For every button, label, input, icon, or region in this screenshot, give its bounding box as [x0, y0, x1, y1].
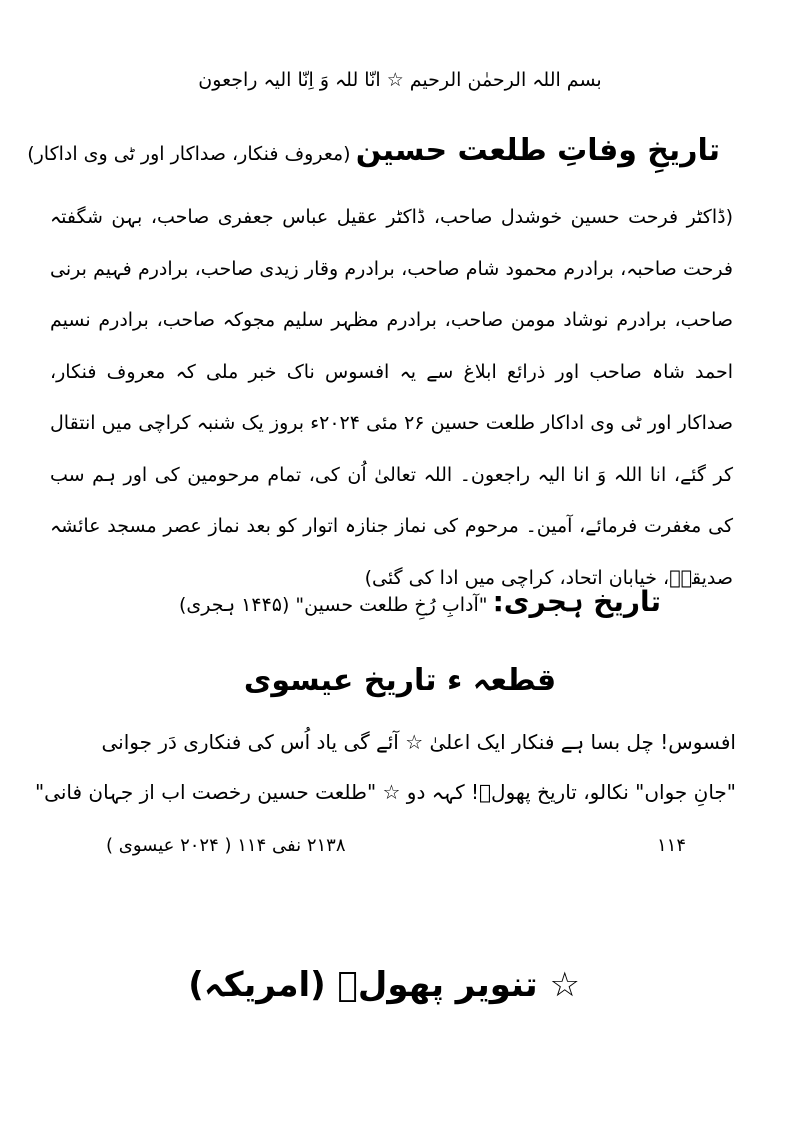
document-title	[27, 126, 720, 176]
verse-calc-right: ۱۱۴	[656, 835, 686, 856]
body-paragraph: (ڈاکٹر فرحت حسین خوشدل صاحب، ڈاکٹر عقیل عباس جعفری صاحب، بہن شگفتہ فرحت صاحبہ، برادرم محمود شام صاحب، برادرم وقار زیدی صاحب، برادرم فہیم برنی صاحب، برادرم نوشاد مومن صاحب، برادرم مظہر سلیم مجوکہ صاحب، برادرم نسیم احمد شاہ صاحب اور ذرائع ابلاغ سے یہ افسوس ناک خبر ملی کہ معروف فنکار، صداکار اور ٹی وی اداکار طلعت حسین ۲۶ مئی ۲۰۲۴ء بروز یک شنبہ کراچی میں انتقال کر گئے، انا اللہ وَ انا الیہ راجعون۔ اللہ تعالیٰ اُن کی، تمام مرحومین کی اور ہم سب کی مغفرت فرمائے، آمین۔ مرحوم کی نماز جنازہ اتوار کو بعد نماز عصر مسجد عائشہ صدیقہؓ، خیابان اتحاد، کراچی میں ادا کی گئی)	[50, 206, 734, 589]
hijri-date-line	[120, 578, 720, 626]
author-signature: ☆ تنویر پھولؔ (امریکہ)	[188, 965, 580, 1005]
title-subtitle: (معروف فنکار، صداکار اور ٹی وی اداکار)	[27, 143, 351, 165]
hijri-label: تاریخ ہجری:	[492, 585, 662, 618]
bismillah-line: بسم اللہ الرحمٰن الرحیم ☆ انّا للہ وَ اِنّا الیہ راجعون	[198, 69, 602, 91]
title-main: تاریخِ وفاتِ طلعت حسین	[355, 133, 720, 168]
verse-calc-left: ۲۱۳۸ نفی ۱۱۴ ( ۲۰۲۴ عیسوی )	[106, 835, 346, 856]
verse-line-2: "جانِ جواں" نکالو، تاریخ پھولؔ! کہہ دو ☆ "طلعت حسین رخصت اب از جہان فانی"	[34, 780, 736, 804]
hijri-chronogram: "آدابِ رُخِ طلعت حسین" (۱۴۴۵ ہجری)	[178, 594, 488, 616]
verse-line-1: افسوس! چل بسا ہے فنکار ایک اعلیٰ ☆ آئے گی یاد اُس کی فنکاری دَر جوانی	[101, 730, 736, 754]
qita-heading: قطعہ ء تاریخ عیسوی	[243, 663, 557, 698]
verse-calculation-line	[96, 826, 736, 866]
